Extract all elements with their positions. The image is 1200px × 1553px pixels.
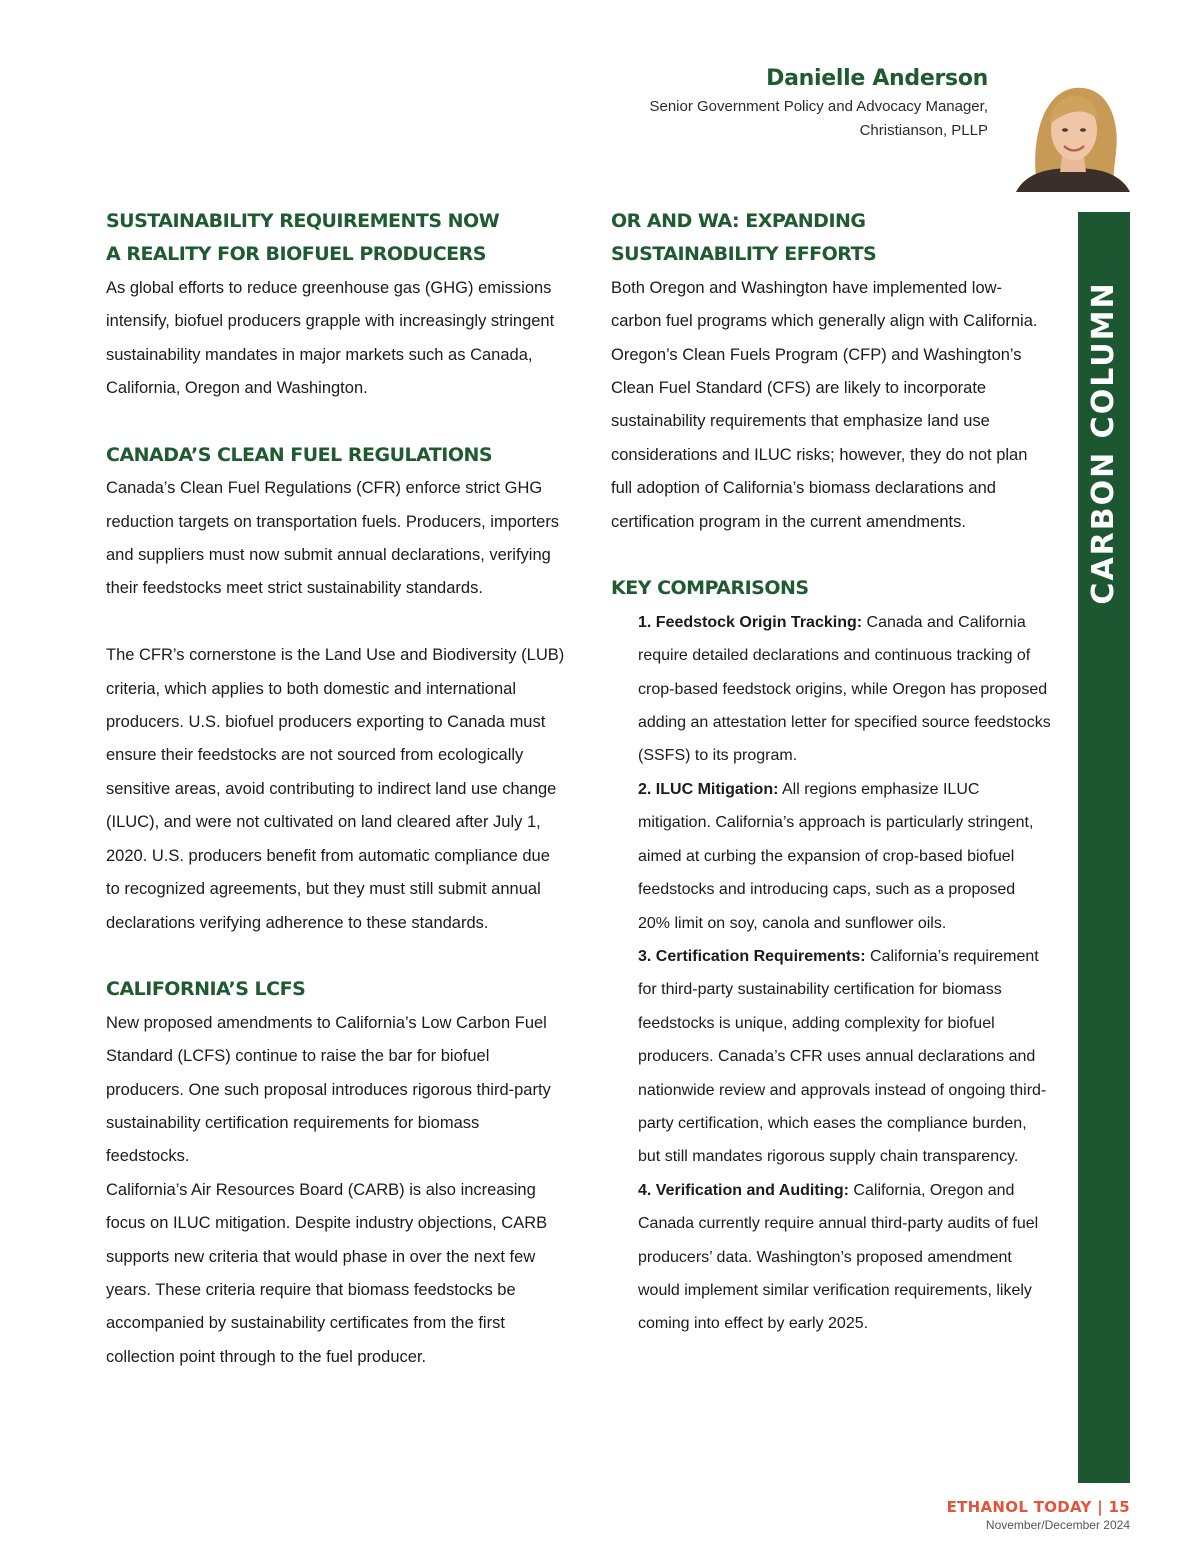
author-name: Danielle Anderson <box>766 66 988 91</box>
author-photo <box>1016 72 1130 192</box>
author-title <box>649 95 988 143</box>
list-item-lead: 4. Verification and Auditing: <box>638 1181 849 1199</box>
list-item <box>638 1174 1051 1341</box>
right-heading-1-line2: SUSTAINABILITY EFFORTS <box>611 243 877 266</box>
author-title-line2: Christianson, PLLP <box>859 122 988 139</box>
california-heading: CALIFORNIA’S LCFS <box>106 978 306 1001</box>
canada-heading: CANADA’S CLEAN FUEL REGULATIONS <box>106 443 493 466</box>
issue-date: November/December 2024 <box>985 1518 1130 1532</box>
list-item-lead: 1. Feedstock Origin Tracking: <box>638 613 863 631</box>
list-item <box>638 606 1051 773</box>
left-heading-1 <box>106 205 566 272</box>
magazine-page-number: ETHANOL TODAY | 15 <box>946 1498 1130 1516</box>
intro-paragraph: As global efforts to reduce greenhouse gas (GHG) emissions intensify, biofuel producers grapple with increasingly stringent sustainability mandates in major markets such as Canada, California, Oregon and Washington. <box>106 278 555 398</box>
page-footer <box>947 1498 1130 1532</box>
list-item-text: All regions emphasize ILUC mitigation. California’s approach is particularly stringent, aimed at curbing the expansion of crop-based biofuel feedstocks and introducing caps, such as a proposed 20% limit on soy, canola and sunflower oils. <box>638 780 1034 932</box>
right-heading-1-line1: OR AND WA: EXPANDING <box>611 210 866 232</box>
list-item <box>638 773 1051 940</box>
comparison-list <box>611 606 1051 1341</box>
left-column <box>106 205 566 1374</box>
key-comparisons-heading: KEY COMPARISONS <box>611 577 809 600</box>
carbon-column-label: CARBON COLUMN <box>1086 281 1121 605</box>
list-item-lead: 3. Certification Requirements: <box>638 947 866 965</box>
california-paragraph-1: New proposed amendments to California’s Low Carbon Fuel Standard (LCFS) continue to raise the bar for biofuel producers. One such proposal introduces rigorous third-party sustainability certification requirements for biomass feedstocks. <box>106 1013 551 1166</box>
canada-paragraph-2: The CFR’s cornerstone is the Land Use and Biodiversity (LUB) criteria, which applies to both domestic and international producers. U.S. biofuel producers exporting to Canada must ensure their feedstocks are not sourced from ecologically sensitive areas, avoid contributing to indirect land use change (ILUC), and were not cultivated on land cleared after July 1, 2020. U.S. producers benefit from automatic compliance due to recognized agreements, but they must still submit annual declarations verifying adherence to these standards. <box>106 646 565 932</box>
left-heading-1-line1: SUSTAINABILITY REQUIREMENTS NOW <box>106 210 500 232</box>
carbon-column-bar <box>1078 212 1130 1483</box>
list-item-text: Canada and California require detailed declarations and continuous tracking of crop-based feedstock origins, while Oregon has proposed adding an attestation letter for specified source feedstocks (SSFS) to its program. <box>638 613 1051 765</box>
or-wa-paragraph: Both Oregon and Washington have implemented low-carbon fuel programs which generally align with California. Oregon’s Clean Fuels Program (CFP) and Washington’s Clean Fuel Standard (CFS) are likely to incorporate sustainability requirements that emphasize land use considerations and ILUC risks; however, they do not plan full adoption of California’s biomass declarations and certification program in the current amendments. <box>611 278 1038 531</box>
right-heading-1 <box>611 205 1051 272</box>
list-item-text: California, Oregon and Canada currently require annual third-party audits of fuel producers’ data. Washington’s proposed amendment would implement similar verification requirements, likely coming into effect by early 2025. <box>638 1181 1039 1333</box>
california-paragraph-2: California’s Air Resources Board (CARB) is also increasing focus on ILUC mitigation. Despite industry objections, CARB supports new criteria that would phase in over the next few years. These criteria require that biomass feedstocks be accompanied by sustainability certificates from the first collection point through to the fuel producer. <box>106 1180 548 1366</box>
list-item-text: California’s requirement for third-party sustainability certification for biomass feedstocks is unique, adding complexity for biofuel producers. Canada’s CFR uses annual declarations and nationwide review and approvals instead of ongoing third-party certification, which eases the compliance burden, but still mandates rigorous supply chain transparency. <box>638 947 1047 1166</box>
canada-paragraph-1: Canada’s Clean Fuel Regulations (CFR) enforce strict GHG reduction targets on transportation fuels. Producers, importers and suppliers must now submit annual declarations, verifying their feedstocks meet strict sustainability standards. <box>106 479 560 598</box>
author-title-line1: Senior Government Policy and Advocacy Manager, <box>649 98 988 115</box>
list-item <box>638 940 1051 1174</box>
list-item-lead: 2. ILUC Mitigation: <box>638 780 779 798</box>
right-column <box>611 205 1051 1341</box>
left-heading-1-line2: A REALITY FOR BIOFUEL PRODUCERS <box>106 243 486 266</box>
author-block <box>649 66 988 143</box>
